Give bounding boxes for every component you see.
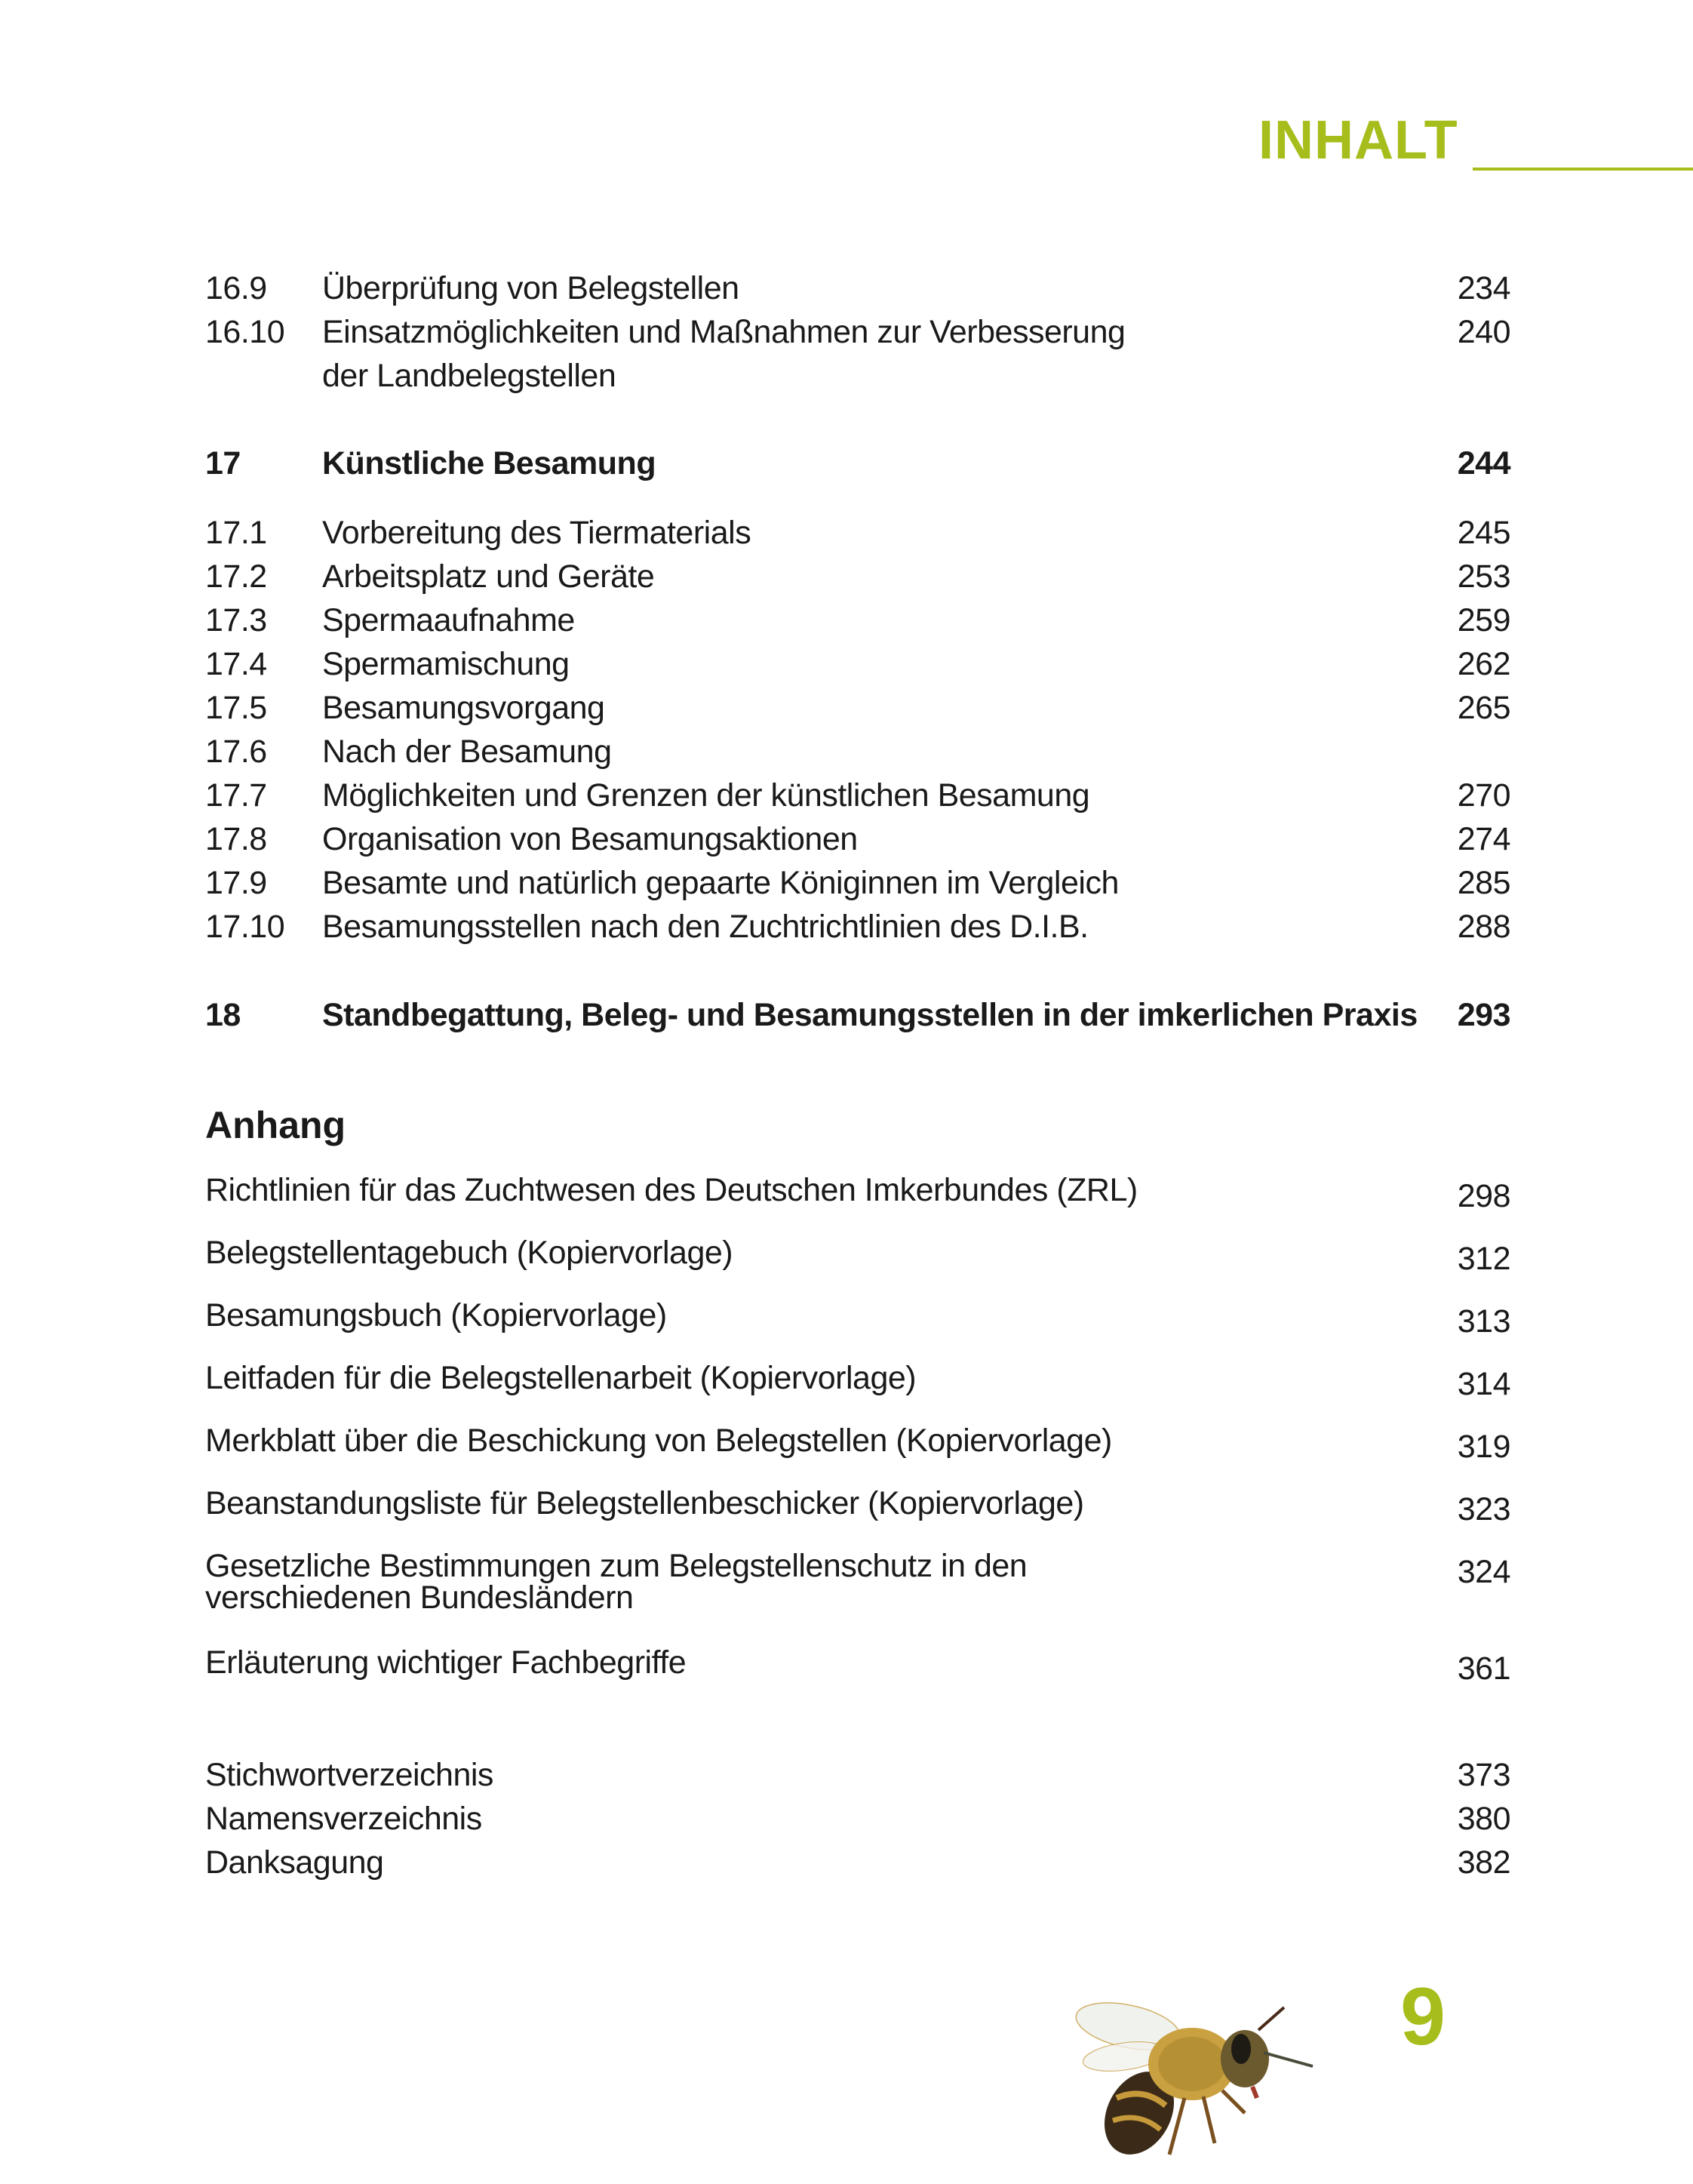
toc-number: 17.6 [205,734,267,770]
appendix-title: Erläuterung wichtiger Fachbegriffe [205,1644,687,1681]
appendix-page: 323 [1457,1491,1510,1527]
toc-page: 259 [1457,602,1510,638]
appendix-title: Beanstandungsliste für Belegstellenbeschicker (Kopiervorlage) [205,1485,1084,1521]
toc-page: 285 [1457,865,1510,901]
toc-page: 270 [1457,777,1510,814]
toc-number: 16.10 [205,314,285,350]
appendix-title: Besamungsbuch (Kopiervorlage) [205,1297,667,1333]
toc-title: Besamungsvorgang [322,690,605,726]
index-title: Namensverzeichnis [205,1801,482,1837]
index-page: 382 [1457,1844,1510,1881]
toc-number: 17.8 [205,821,267,857]
toc-title: Überprüfung von Belegstellen [322,270,739,306]
toc-title: Spermamischung [322,646,570,682]
index-title: Danksagung [205,1844,384,1881]
toc-number: 16.9 [205,270,267,306]
appendix-page: 314 [1457,1366,1510,1402]
toc-title: Besamungsstellen nach den Zuchtrichtlinien des D.I.B. [322,909,1089,945]
toc-number: 17 [205,445,241,481]
index-page: 373 [1457,1757,1510,1793]
toc-title: Künstliche Besamung [322,445,656,481]
toc-title: Standbegattung, Beleg- und Besamungsstellen in der imkerlichen Praxis [322,997,1418,1033]
toc-number: 17.2 [205,558,267,595]
toc-page: 253 [1457,558,1510,595]
index-page: 380 [1457,1801,1510,1837]
toc-page: 245 [1457,515,1510,551]
toc-page: 240 [1457,314,1510,350]
appendix-page: 298 [1457,1178,1510,1214]
toc-number: 17.10 [205,909,285,945]
appendix-page: 361 [1457,1650,1510,1687]
appendix-page: 312 [1457,1241,1510,1277]
index-title: Stichwortverzeichnis [205,1757,493,1793]
appendix-title: Merkblatt über die Beschickung von Belegstellen (Kopiervorlage) [205,1423,1112,1459]
toc-page: 244 [1457,445,1510,481]
toc-page: 293 [1457,997,1510,1033]
appendix-page: 313 [1457,1303,1510,1340]
toc-title: Arbeitsplatz und Geräte [322,558,655,595]
toc-page: 288 [1457,909,1510,945]
toc-title: Organisation von Besamungsaktionen [322,821,858,857]
toc-title: Nach der Besamung [322,734,612,770]
toc-title: Spermaaufnahme [322,602,575,638]
toc-title: Einsatzmöglichkeiten und Maßnahmen zur Verbesserung [322,314,1126,350]
toc-title: Möglichkeiten und Grenzen der künstlichen Besamung [322,777,1090,814]
page-title: INHALT [1258,110,1458,171]
appendix-title: Richtlinien für das Zuchtwesen des Deutschen Imkerbundes (ZRL) [205,1172,1138,1208]
toc-number: 17.1 [205,515,267,551]
toc-title: Vorbereitung des Tiermaterials [322,515,751,551]
toc-title: der Landbelegstellen [322,358,616,394]
title-rule [1473,168,1693,171]
toc-page: 262 [1457,646,1510,682]
page-number: 9 [1400,1970,1446,2062]
toc-number: 17.7 [205,777,267,814]
honeybee-icon [1071,1985,1320,2166]
appendix-title: Gesetzliche Bestimmungen zum Belegstellenschutz in den verschiedenen Bundesländern [205,1548,1028,1616]
appendix-title: Belegstellentagebuch (Kopiervorlage) [205,1235,733,1271]
toc-page: 265 [1457,690,1510,726]
appendix-page: 324 [1457,1554,1510,1590]
toc-number: 17.5 [205,690,267,726]
toc-page: 234 [1457,270,1510,306]
toc-number: 18 [205,997,241,1033]
appendix-page: 319 [1457,1429,1510,1465]
appendix-title: Leitfaden für die Belegstellenarbeit (Kopiervorlage) [205,1360,917,1396]
toc-page: 274 [1457,821,1510,857]
appendix-heading: Anhang [205,1104,346,1146]
toc-number: 17.4 [205,646,267,682]
toc-title: Besamte und natürlich gepaarte Königinnen im Vergleich [322,865,1119,901]
toc-number: 17.9 [205,865,267,901]
toc-number: 17.3 [205,602,267,638]
